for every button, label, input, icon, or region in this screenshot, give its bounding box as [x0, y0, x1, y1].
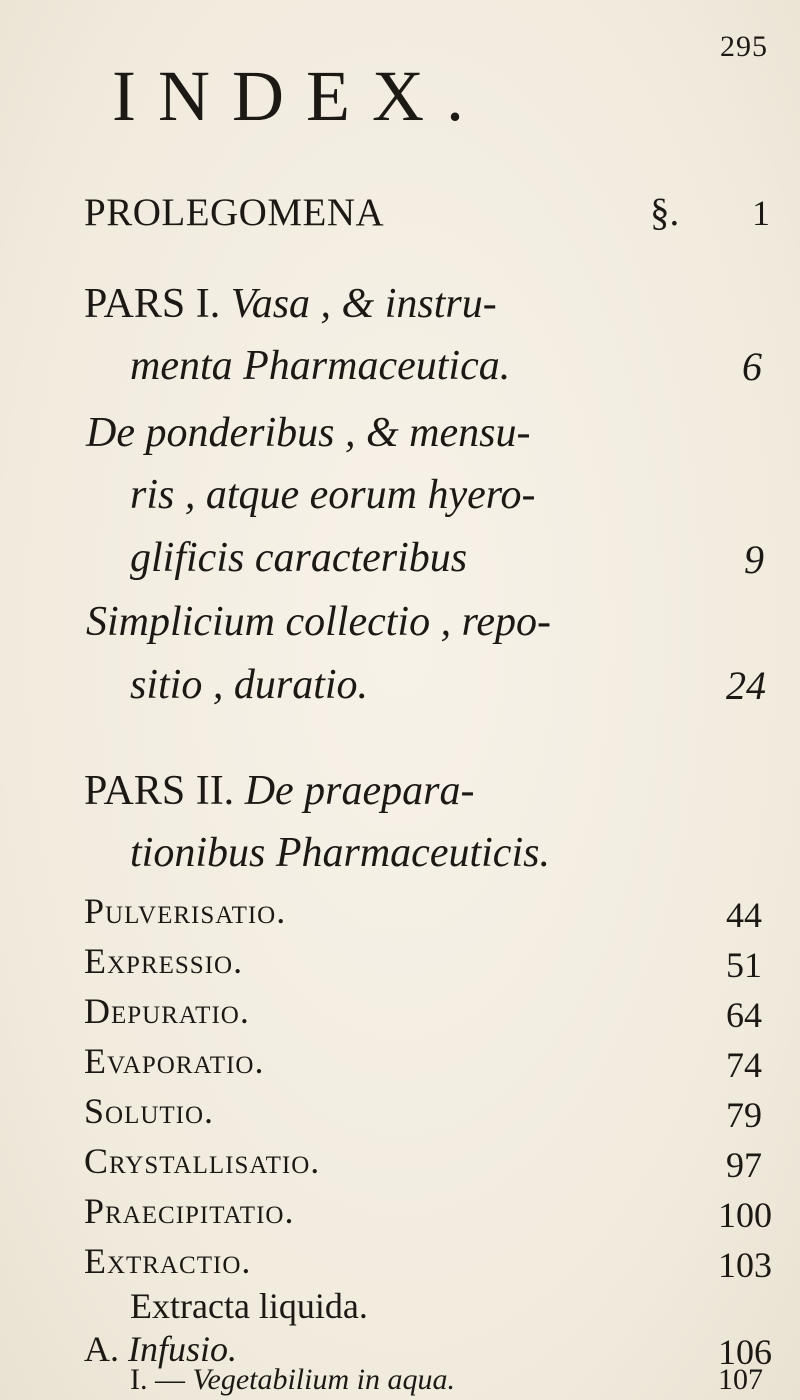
- entry-label: Pulverisatio.: [84, 891, 287, 931]
- index-title: INDEX.: [112, 56, 486, 136]
- pars1-page-9: 9: [744, 537, 764, 582]
- infusio-letter: A.: [84, 1329, 128, 1369]
- entry-page: 103: [718, 1245, 772, 1285]
- vegetabilium-line: [130, 1365, 455, 1395]
- vegetabilium-page: 107: [718, 1363, 763, 1396]
- prolegomena-page: 1: [752, 193, 770, 233]
- pars1-title-start: Vasa , & instru-: [230, 281, 497, 327]
- entry-label: Depuratio.: [84, 991, 250, 1031]
- entry-label: Evaporatio.: [84, 1041, 265, 1081]
- entry-label: Solutio.: [84, 1091, 215, 1131]
- extracta-liquida: Extracta liquida.: [130, 1286, 368, 1326]
- pars2-line2: tionibus Pharmaceuticis.: [130, 830, 550, 876]
- pars1-line3: De ponderibus , & mensu-: [86, 410, 531, 456]
- pars1-heading: [84, 283, 497, 325]
- infusio-label: Infusio.: [128, 1329, 238, 1369]
- pars2-roman: PARS II.: [84, 768, 235, 814]
- pars1-roman: PARS I.: [84, 281, 221, 327]
- entry-page: 79: [726, 1095, 762, 1135]
- pars1-line2: menta Pharmaceutica.: [130, 343, 511, 389]
- entry-page: 51: [726, 945, 762, 985]
- pars1-line5: glificis caracteribus: [130, 535, 468, 581]
- infusio-line: [84, 1331, 237, 1367]
- infusio-page: 106: [718, 1332, 772, 1372]
- page-number: 295: [720, 30, 768, 63]
- vegetabilium-label: Vegetabilium in aqua.: [192, 1363, 455, 1396]
- entry-label: Crystallisatio.: [84, 1141, 321, 1181]
- pars2-title-start: De praepara-: [244, 768, 475, 814]
- entry-page: 97: [726, 1145, 762, 1185]
- entry-label: Praecipitatio.: [84, 1191, 295, 1231]
- prolegomena-label: PROLEGOMENA: [84, 191, 385, 234]
- pars1-page-24: 24: [726, 663, 766, 708]
- entry-label: Extractio.: [84, 1241, 252, 1281]
- vegetabilium-dash: —: [155, 1363, 193, 1396]
- entry-page: 64: [726, 995, 762, 1035]
- pars1-line4: ris , atque eorum hyero-: [130, 472, 536, 518]
- vegetabilium-numeral: I.: [130, 1363, 155, 1396]
- entry-page: 44: [726, 895, 762, 935]
- pars1-page-6: 6: [742, 344, 762, 389]
- section-mark: §.: [650, 191, 680, 234]
- pars1-line7: sitio , duratio.: [130, 662, 369, 708]
- pars2-heading: [84, 770, 474, 812]
- entry-label: Expressio.: [84, 941, 244, 981]
- entry-page: 100: [718, 1195, 772, 1235]
- entry-page: 74: [726, 1045, 762, 1085]
- pars1-line6: Simplicium collectio , repo-: [86, 599, 551, 645]
